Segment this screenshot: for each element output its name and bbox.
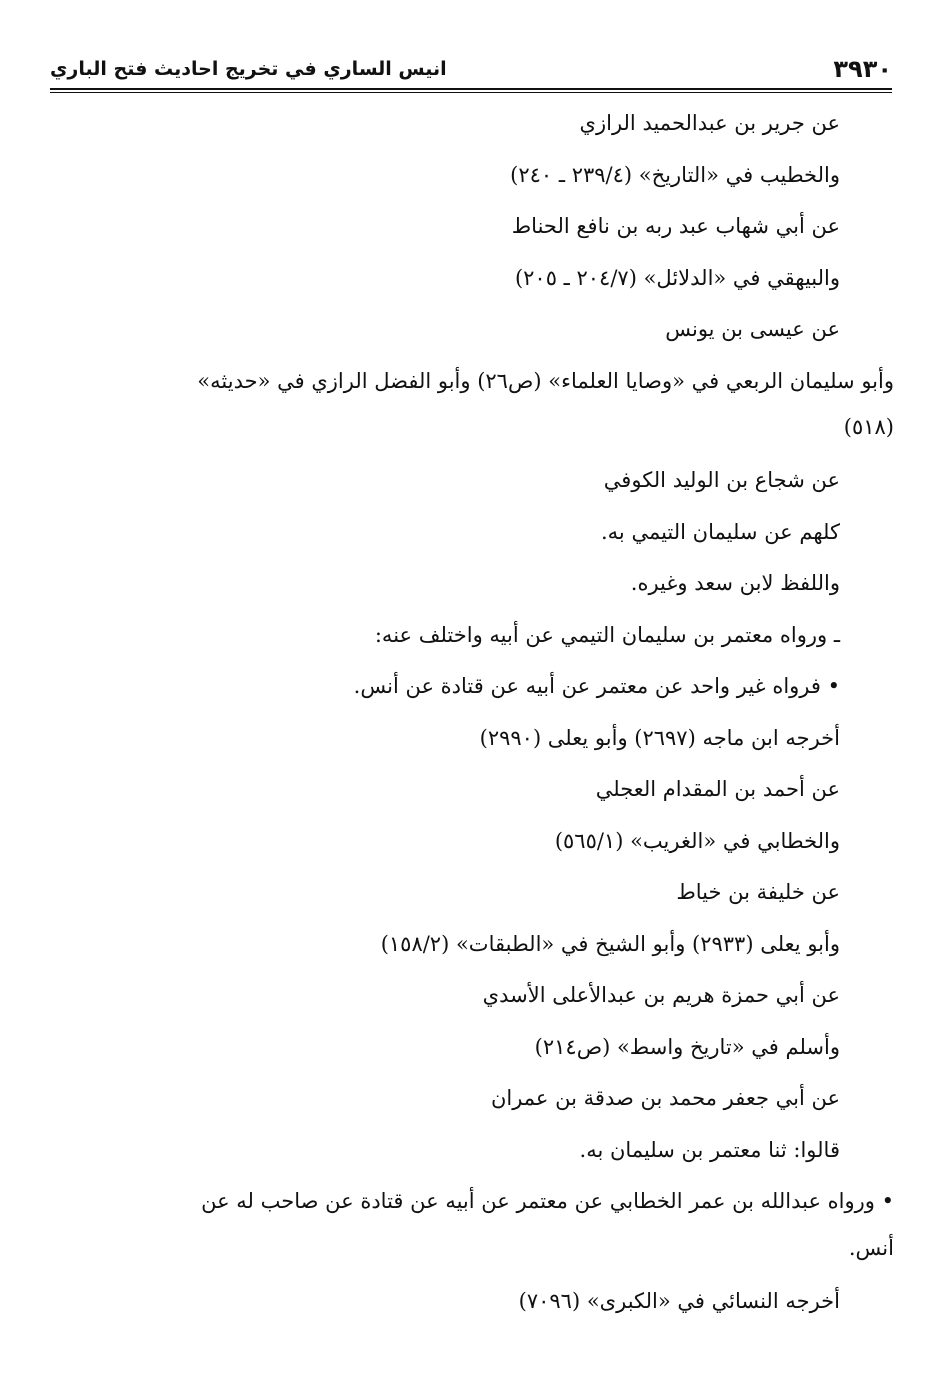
- page-number: ٣٩٣٠: [833, 55, 892, 83]
- text-line: وأبو يعلى (٢٩٣٣) وأبو الشيخ في «الطبقات» (١٥٨/٢): [380, 931, 840, 956]
- text-line-continuation: أنس.: [848, 1235, 894, 1260]
- text-line: • فرواه غير واحد عن معتمر عن أبيه عن قتادة عن أنس.: [353, 674, 840, 698]
- text-line-continuation: (٥١٨): [843, 415, 894, 439]
- text-line: عن خليفة بن خياط: [676, 880, 840, 904]
- text-line: عن جرير بن عبدالحميد الرازي: [579, 111, 840, 135]
- page-header: [50, 40, 892, 84]
- paragraph-gap: [70, 447, 840, 455]
- text-line: قالوا: ثنا معتمر بن سليمان به.: [579, 1137, 840, 1162]
- page-body: [70, 98, 894, 1327]
- text-line: أخرجه ابن ماجه (٢٦٩٧) وأبو يعلى (٢٩٩٠): [479, 725, 840, 750]
- text-line: وأبو سليمان الربعي في «وصايا العلماء» (ص٢٦) وأبو الفضل الرازي في «حديثه»: [197, 368, 894, 393]
- header-rule-thin: [50, 92, 892, 93]
- text-line: عن عيسى بن يونس: [665, 317, 840, 341]
- text-line: والخطيب في «التاريخ» (٢٣٩/٤ ـ ٢٤٠): [510, 162, 840, 187]
- paragraph-gap: [70, 1268, 840, 1276]
- text-line: عن شجاع بن الوليد الكوفي: [603, 468, 840, 492]
- header-rule: [50, 88, 892, 90]
- text-line: وأسلم في «تاريخ واسط» (ص٢١٤): [534, 1034, 840, 1059]
- text-line: واللفظ لابن سعد وغيره.: [630, 571, 840, 595]
- text-line: عن أحمد بن المقدام العجلي: [595, 777, 840, 801]
- text-line: أخرجه النسائي في «الكبرى» (٧٠٩٦): [518, 1288, 840, 1313]
- text-line: عن أبي جعفر محمد بن صدقة بن عمران: [490, 1086, 840, 1110]
- text-line: والبيهقي في «الدلائل» (٢٠٤/٧ ـ ٢٠٥): [514, 265, 840, 290]
- text-line: عن أبي شهاب عبد ربه بن نافع الحناط: [511, 214, 840, 238]
- text-line: ـ ورواه معتمر بن سليمان التيمي عن أبيه واختلف عنه:: [374, 622, 840, 647]
- text-line: كلهم عن سليمان التيمي به.: [601, 519, 840, 544]
- text-line: • ورواه عبدالله بن عمر الخطابي عن معتمر عن أبيه عن قتادة عن صاحب له عن: [201, 1189, 894, 1213]
- text-line: عن أبي حمزة هريم بن عبدالأعلى الأسدي: [482, 983, 840, 1007]
- running-title: انيس الساري في تخريج احاديث فتح الباري: [50, 58, 447, 80]
- text-line: والخطابي في «الغريب» (٥٦٥/١): [554, 828, 840, 853]
